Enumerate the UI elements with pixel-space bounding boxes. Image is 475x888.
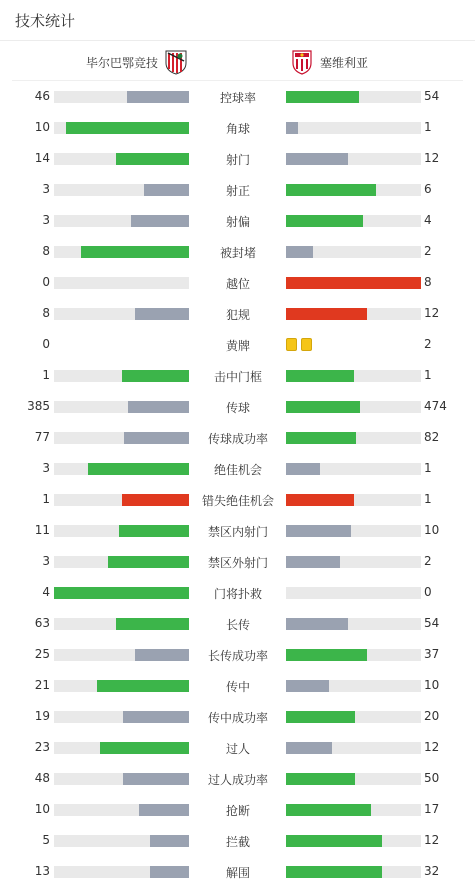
stat-label: 传中 [225, 680, 250, 694]
away-bar-track [286, 277, 421, 289]
stat-row [0, 764, 475, 795]
away-value: 474 [424, 399, 447, 413]
away-bar-track [286, 649, 421, 661]
away-bar-track [286, 432, 421, 444]
away-value: 20 [424, 709, 440, 723]
home-value: 3 [42, 461, 50, 475]
home-bar-fill [100, 742, 189, 754]
away-bar-track [286, 804, 421, 816]
home-bar-fill [128, 401, 189, 413]
away-bar-track [286, 773, 421, 785]
header [0, 0, 475, 41]
home-bar-track [54, 494, 189, 506]
away-value: 12 [424, 151, 440, 165]
away-bar-fill [286, 494, 354, 506]
stat-row [0, 361, 475, 392]
away-bar-track [286, 308, 421, 320]
home-value: 48 [34, 771, 50, 785]
home-bar-track [54, 370, 189, 382]
stat-label: 禁区外射门 [207, 556, 268, 570]
home-value: 11 [34, 523, 50, 537]
stat-label: 黄牌 [225, 339, 250, 353]
home-bar-track [54, 866, 189, 878]
home-bar-track [54, 618, 189, 630]
home-value: 23 [34, 740, 50, 754]
home-bar-track [54, 587, 189, 599]
home-bar-fill [119, 525, 189, 537]
away-value: 8 [424, 275, 432, 289]
stat-label: 过人成功率 [207, 773, 268, 787]
away-value: 10 [424, 678, 440, 692]
home-value: 8 [42, 306, 50, 320]
away-bar-track [286, 184, 421, 196]
stat-row [0, 113, 475, 144]
home-value: 25 [34, 647, 50, 661]
home-bar-track [54, 246, 189, 258]
away-value: 1 [424, 461, 432, 475]
home-bar-track [54, 711, 189, 723]
away-bar-track [286, 618, 421, 630]
home-bar-fill [135, 649, 189, 661]
home-value: 1 [42, 368, 50, 382]
stat-label: 传球 [225, 401, 250, 415]
away-value: 0 [424, 585, 432, 599]
home-bar-fill [54, 587, 189, 599]
away-bar-fill [286, 649, 367, 661]
home-team-name: 毕尔巴鄂竞技 [85, 55, 158, 70]
home-value: 46 [34, 89, 50, 103]
away-bar-fill [286, 401, 360, 413]
home-bar-track [54, 463, 189, 475]
home-value: 14 [34, 151, 50, 165]
away-value: 37 [424, 647, 440, 661]
away-bar-track [286, 215, 421, 227]
stat-label: 传中成功率 [207, 711, 268, 725]
away-bar-track [286, 587, 421, 599]
stat-row [0, 857, 475, 888]
away-bar-fill [286, 680, 329, 692]
stat-row [0, 268, 475, 299]
stat-label: 射正 [225, 184, 250, 198]
home-value: 0 [42, 275, 50, 289]
home-bar-fill [88, 463, 189, 475]
away-value: 1 [424, 120, 432, 134]
stat-label: 解围 [225, 866, 250, 880]
home-bar-fill [122, 370, 190, 382]
home-bar-fill [150, 866, 189, 878]
stat-row [0, 144, 475, 175]
away-bar-track [286, 401, 421, 413]
home-bar-fill [116, 153, 189, 165]
stat-row [0, 795, 475, 826]
home-bar-track [54, 835, 189, 847]
stat-label: 长传成功率 [207, 649, 268, 663]
away-team[interactable] [290, 49, 368, 75]
home-bar-fill [81, 246, 189, 258]
sevilla-crest-icon [290, 49, 314, 75]
stat-row [0, 547, 475, 578]
away-bar-track [286, 525, 421, 537]
stat-row [0, 299, 475, 330]
stat-label: 门将扑救 [213, 587, 262, 601]
stat-label: 禁区内射门 [207, 525, 268, 539]
home-bar-track [54, 122, 189, 134]
away-bar-fill [286, 277, 421, 289]
stat-label: 过人 [225, 742, 250, 756]
teams-header [0, 41, 475, 81]
home-bar-track [54, 804, 189, 816]
home-bar-fill [122, 494, 190, 506]
home-bar-fill [116, 618, 189, 630]
away-bar-fill [286, 618, 348, 630]
home-team[interactable] [86, 49, 188, 75]
stat-row [0, 237, 475, 268]
home-value: 0 [42, 337, 50, 351]
away-value: 2 [424, 337, 432, 351]
away-value: 2 [424, 244, 432, 258]
home-bar-fill [123, 711, 189, 723]
home-value: 1 [42, 492, 50, 506]
away-bar-fill [286, 432, 356, 444]
away-value: 4 [424, 213, 432, 227]
away-yellow-cards [286, 338, 312, 351]
stat-row [0, 578, 475, 609]
away-bar-fill [286, 773, 355, 785]
away-bar-track [286, 246, 421, 258]
away-bar-fill [286, 742, 332, 754]
home-value: 63 [34, 616, 50, 630]
stat-label: 错失绝佳机会 [201, 494, 274, 508]
away-value: 1 [424, 492, 432, 506]
home-bar-fill [66, 122, 189, 134]
stat-label: 绝佳机会 [213, 463, 262, 477]
home-bar-fill [108, 556, 189, 568]
away-bar-fill [286, 246, 313, 258]
page-title: 技术统计 [15, 12, 76, 30]
stat-label: 控球率 [219, 91, 256, 105]
away-bar-fill [286, 556, 340, 568]
away-bar-track [286, 680, 421, 692]
away-value: 54 [424, 616, 440, 630]
away-bar-fill [286, 215, 363, 227]
stat-row [0, 485, 475, 516]
home-value: 8 [42, 244, 50, 258]
away-bar-fill [286, 804, 371, 816]
away-value: 54 [424, 89, 440, 103]
away-bar-fill [286, 122, 298, 134]
stat-row [0, 175, 475, 206]
stat-row [0, 640, 475, 671]
away-value: 12 [424, 740, 440, 754]
stat-label: 拦截 [225, 835, 250, 849]
stat-row [0, 702, 475, 733]
away-bar-fill [286, 184, 376, 196]
home-value: 10 [34, 802, 50, 816]
yellow-card-icon [286, 338, 297, 351]
home-bar-track [54, 680, 189, 692]
home-bar-track [54, 525, 189, 537]
stat-label: 角球 [225, 122, 250, 136]
home-value: 13 [34, 864, 50, 878]
stat-row [0, 671, 475, 702]
home-value: 5 [42, 833, 50, 847]
home-bar-fill [131, 215, 189, 227]
home-value: 3 [42, 213, 50, 227]
home-value: 3 [42, 554, 50, 568]
home-bar-track [54, 742, 189, 754]
away-bar-fill [286, 463, 320, 475]
away-value: 32 [424, 864, 440, 878]
away-bar-track [286, 494, 421, 506]
away-bar-track [286, 742, 421, 754]
stat-row [0, 206, 475, 237]
home-bar-track [54, 773, 189, 785]
away-bar-fill [286, 711, 355, 723]
away-bar-track [286, 122, 421, 134]
stat-row [0, 733, 475, 764]
stat-label: 传球成功率 [207, 432, 268, 446]
home-value: 19 [34, 709, 50, 723]
away-value: 12 [424, 306, 440, 320]
home-bar-track [54, 556, 189, 568]
home-bar-track [54, 91, 189, 103]
yellow-card-icon [301, 338, 312, 351]
stat-label: 犯规 [225, 308, 250, 322]
away-bar-fill [286, 835, 382, 847]
home-bar-track [54, 184, 189, 196]
stat-row [0, 826, 475, 857]
home-bar-fill [139, 804, 189, 816]
home-bar-fill [144, 184, 189, 196]
stat-label: 被封堵 [219, 246, 256, 260]
stat-row [0, 516, 475, 547]
home-value: 4 [42, 585, 50, 599]
away-bar-fill [286, 370, 354, 382]
away-bar-track [286, 866, 421, 878]
stat-row [0, 330, 475, 361]
away-bar-track [286, 463, 421, 475]
away-bar-fill [286, 308, 367, 320]
home-value: 385 [27, 399, 50, 413]
stat-row [0, 392, 475, 423]
home-bar-fill [135, 308, 189, 320]
away-bar-track [286, 711, 421, 723]
home-bar-track [54, 277, 189, 289]
home-bar-track [54, 432, 189, 444]
away-value: 2 [424, 554, 432, 568]
home-value: 21 [34, 678, 50, 692]
home-value: 10 [34, 120, 50, 134]
away-team-name: 塞维利亚 [320, 55, 369, 70]
home-value: 3 [42, 182, 50, 196]
home-bar-track [54, 215, 189, 227]
home-bar-track [54, 153, 189, 165]
away-value: 1 [424, 368, 432, 382]
home-bar-fill [97, 680, 189, 692]
stat-row [0, 454, 475, 485]
away-value: 10 [424, 523, 440, 537]
away-bar-track [286, 153, 421, 165]
home-bar-track [54, 308, 189, 320]
stat-label: 越位 [225, 277, 250, 291]
away-bar-track [286, 370, 421, 382]
home-bar-track [54, 649, 189, 661]
away-bar-track [286, 91, 421, 103]
away-value: 12 [424, 833, 440, 847]
away-bar-fill [286, 525, 351, 537]
away-value: 17 [424, 802, 440, 816]
home-value: 77 [34, 430, 50, 444]
stat-row [0, 423, 475, 454]
stat-label: 击中门框 [213, 370, 262, 384]
home-bar-fill [127, 91, 189, 103]
away-value: 6 [424, 182, 432, 196]
stat-row [0, 609, 475, 640]
away-bar-fill [286, 153, 348, 165]
stat-label: 抢断 [225, 804, 250, 818]
home-bar-fill [123, 773, 189, 785]
away-bar-fill [286, 866, 382, 878]
stat-label: 射门 [225, 153, 250, 167]
away-value: 82 [424, 430, 440, 444]
stat-label: 长传 [225, 618, 250, 632]
home-bar-fill [124, 432, 189, 444]
away-bar-fill [286, 91, 359, 103]
home-bar-track [54, 401, 189, 413]
away-bar-track [286, 835, 421, 847]
home-bar-fill [150, 835, 189, 847]
away-value: 50 [424, 771, 440, 785]
stat-row [0, 82, 475, 113]
stat-label: 射偏 [225, 215, 250, 229]
away-bar-track [286, 556, 421, 568]
teams-divider [12, 80, 463, 81]
athletic-bilbao-crest-icon [164, 49, 188, 75]
